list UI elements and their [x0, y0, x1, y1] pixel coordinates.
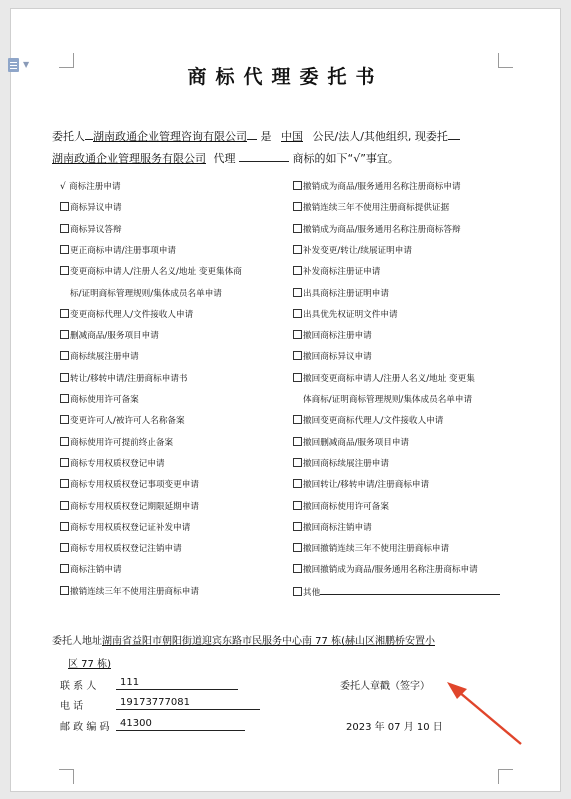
checkbox[interactable] [60, 543, 69, 552]
trademark-blank [239, 151, 289, 162]
option-item [60, 501, 199, 513]
option-item [60, 586, 199, 598]
option-label: 商标续展注册申请 [70, 352, 139, 363]
option-item [293, 330, 372, 342]
checkbox[interactable] [60, 373, 69, 382]
option-item [293, 245, 412, 257]
intro-line-1: 委托人 湖南政通企业管理咨询有限公司 是 中国 公民/法人/其他组织, 现委托 [52, 128, 460, 144]
option-item [293, 266, 380, 278]
option-item [293, 373, 475, 385]
client-country: 中国 [281, 130, 303, 143]
option-label: 补发变更/转让/续展证明申请 [303, 245, 412, 256]
option-label: 商标异议申请 [70, 203, 122, 214]
checkbox[interactable] [60, 501, 69, 510]
checkbox[interactable] [293, 245, 302, 254]
option-label: 撤回商标注销申请 [303, 522, 372, 533]
option-item [293, 288, 389, 300]
option-label: 撤回撤销连续三年不使用注册商标申请 [303, 544, 450, 555]
checkbox[interactable] [293, 288, 302, 297]
checkbox[interactable] [293, 330, 302, 339]
postal-value: 41300 [116, 718, 245, 731]
checkbox[interactable] [293, 479, 302, 488]
option-item [293, 202, 449, 214]
postal-label: 邮 政 编 码 [60, 722, 110, 733]
margin-corner-mark [498, 769, 513, 784]
option-label: 出具优先权证明文件申请 [303, 309, 398, 320]
checkbox[interactable] [293, 458, 302, 467]
option-label: 商标异议答辩 [70, 224, 122, 235]
option-label: 商标专用权质权登记申请 [70, 458, 165, 469]
option-item [293, 437, 409, 449]
option-item [293, 543, 449, 555]
checkbox[interactable] [60, 224, 69, 233]
option-item-continuation [303, 394, 472, 406]
option-label: 撤回删减商品/服务项目申请 [303, 437, 410, 448]
option-item [293, 586, 500, 599]
checkbox[interactable] [293, 373, 302, 382]
checkbox[interactable] [293, 415, 302, 424]
option-item [60, 564, 122, 576]
option-label: 商标专用权质权登记期限延期申请 [70, 501, 199, 512]
checkbox[interactable] [293, 564, 302, 573]
option-label: 撤销成为商品/服务通用名称注册商标答辩 [303, 224, 461, 235]
option-item [60, 543, 182, 555]
checkbox[interactable] [293, 309, 302, 318]
option-item-continuation [70, 288, 222, 300]
option-item [60, 394, 139, 406]
phone-label: 电 话 [60, 701, 84, 712]
date-text: 2023 年 07 月 10 日 [346, 722, 443, 733]
option-label: 体商标/证明商标管理规则/集体成员名单申请 [303, 395, 473, 405]
option-label: 商标使用许可备案 [70, 395, 139, 405]
option-item [60, 202, 122, 214]
contact-label: 联 系 人 [60, 681, 97, 692]
checkbox[interactable] [60, 522, 69, 531]
option-item [293, 309, 398, 321]
option-item [60, 522, 190, 534]
address-line-2: 区 77 栋) [68, 659, 111, 670]
intro-line-2: 湖南政通企业管理服务有限公司 代理 商标的如下“√”事宜。 [52, 152, 399, 165]
phone-value: 19173777081 [116, 697, 260, 710]
option-item [60, 330, 159, 342]
option-item [60, 373, 188, 385]
margin-corner-mark [59, 769, 74, 784]
option-label: 转让/移转申请/注册商标申请书 [70, 373, 188, 384]
agent-name: 湖南政通企业管理服务有限公司 [52, 152, 206, 165]
option-item [293, 564, 478, 576]
option-label: 商标注销申请 [70, 565, 122, 576]
option-label: 撤回转让/移转申请/注册商标申请 [303, 480, 430, 491]
option-label: 商标使用许可提前终止备案 [70, 437, 174, 448]
option-label: 撤回商标异议申请 [303, 352, 372, 363]
option-label: 商标专用权质权登记注销申请 [70, 544, 182, 555]
checkbox[interactable] [293, 224, 302, 233]
option-item [60, 309, 193, 321]
option-item [293, 458, 389, 470]
annotation-arrow [445, 680, 525, 750]
checkbox[interactable] [60, 586, 69, 595]
checkbox[interactable] [293, 587, 302, 596]
option-item [60, 266, 242, 278]
checkbox[interactable] [60, 266, 69, 275]
option-label: 撤回商标注册申请 [303, 331, 372, 342]
option-label: 撤回变更商标代理人/文件接收人申请 [303, 416, 444, 427]
address-line-1: 委托人地址湖南省益阳市朝阳街道迎宾东路市民服务中心南 77 栋(赫山区湘鹏桥安置小 [52, 636, 435, 647]
checkbox[interactable] [60, 309, 69, 318]
seal-label: 委托人章戳（签字） [340, 681, 430, 692]
checkbox[interactable] [293, 501, 302, 510]
option-label: 标/证明商标管理规则/集体成员名单申请 [70, 288, 222, 299]
checkbox[interactable] [293, 543, 302, 552]
option-item [60, 351, 139, 363]
arrow-shaft [459, 692, 521, 744]
option-label: 更正商标申请/注册事项申请 [70, 245, 177, 256]
option-item [293, 479, 429, 491]
checkbox[interactable] [60, 479, 69, 488]
document-title: 商标代理委托书 [187, 66, 384, 88]
option-item [60, 458, 165, 470]
option-item [60, 479, 199, 491]
option-label: 撤销成为商品/服务通用名称注册商标申请 [303, 182, 461, 192]
contact-value: 111 [116, 677, 238, 690]
option-item [293, 351, 372, 363]
option-label: 补发商标注册证申请 [303, 267, 381, 278]
option-label: 撤回撤销成为商品/服务通用名称注册商标申请 [303, 565, 478, 576]
checkbox[interactable] [60, 330, 69, 339]
checkbox[interactable] [60, 202, 69, 211]
option-label: 变更商标申请人/注册人名义/地址 变更集体商 [70, 267, 242, 278]
checkbox[interactable] [60, 437, 69, 446]
option-item [293, 224, 461, 236]
checkbox[interactable] [293, 181, 302, 190]
checkbox[interactable] [60, 564, 69, 573]
option-item [60, 181, 121, 193]
option-item [293, 181, 461, 193]
option-label: 撤销连续三年不使用注册商标提供证据 [303, 203, 450, 214]
option-label: 商标专用权质权登记证补发申请 [70, 522, 191, 533]
option-item [60, 224, 122, 236]
option-label: 撤销连续三年不使用注册商标申请 [70, 586, 199, 597]
checkbox[interactable] [60, 415, 69, 424]
option-item [293, 415, 443, 427]
checkbox[interactable] [60, 245, 69, 254]
option-label: 商标注册申请 [69, 182, 121, 192]
checkbox[interactable] [60, 458, 69, 467]
option-item [60, 245, 176, 257]
option-label: 变更许可人/被许可人名称备案 [70, 416, 185, 427]
address-value: 湖南省益阳市朝阳街道迎宾东路市民服务中心南 77 栋(赫山区湘鹏桥安置小 [102, 636, 435, 647]
checkbox[interactable] [60, 351, 69, 360]
other-blank [320, 586, 500, 595]
checkmark-icon[interactable]: √ [60, 182, 66, 192]
checkbox[interactable] [293, 351, 302, 360]
option-item [60, 437, 173, 449]
checkbox[interactable] [293, 202, 302, 211]
option-label: 其他 [303, 587, 321, 598]
option-item [293, 522, 372, 534]
checkbox[interactable] [293, 437, 302, 446]
option-item [293, 501, 389, 513]
option-label: 撤回变更商标申请人/注册人名义/地址 变更集 [303, 373, 475, 384]
option-label: 撤回商标续展注册申请 [303, 458, 389, 469]
option-label: 变更商标代理人/文件接收人申请 [70, 309, 194, 320]
option-label: 商标专用权质权登记事项变更申请 [70, 480, 199, 491]
option-label: 删减商品/服务项目申请 [70, 331, 159, 342]
checkbox[interactable] [60, 394, 69, 403]
option-item [60, 415, 185, 427]
checkbox[interactable] [293, 266, 302, 275]
client-name: 湖南政通企业管理咨询有限公司 [93, 130, 247, 143]
checkbox[interactable] [293, 522, 302, 531]
option-label: 撤回商标使用许可备案 [303, 501, 389, 512]
document-options-icon[interactable]: ▼ [8, 58, 34, 76]
option-label: 出具商标注册证明申请 [303, 288, 389, 299]
